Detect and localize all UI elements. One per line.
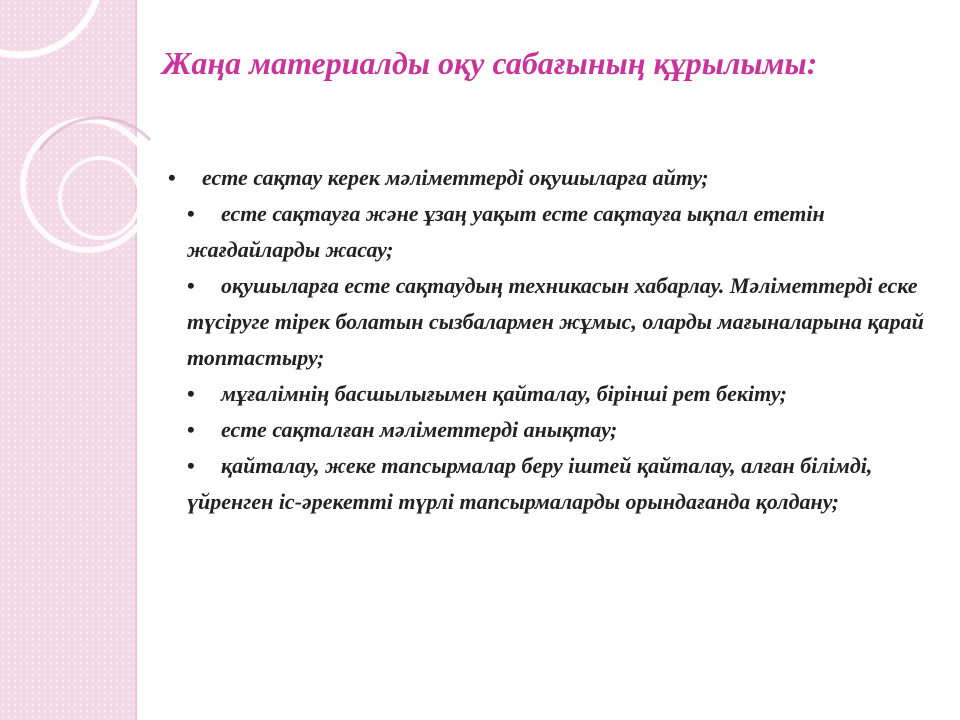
bullet-icon: • [187,273,195,298]
side-panel-edge [135,0,137,720]
list-item: • есте сақтау керек мәліметтерді оқушыларға айту; [168,160,928,196]
list-item: • есте сақталған мәліметтерді анықтау; [168,412,928,448]
bullet-icon: • [187,381,195,406]
bullet-icon: • [187,417,195,442]
bullet-icon: • [187,201,195,226]
list-item: • қайталау, жеке тапсырмалар беру іштей қайталау, алған білімді, үйренген іс-әрекетті түрлі тапсырмаларды орындағанда қолдану; [168,448,928,520]
decorative-side-panel [0,0,135,720]
bullet-icon: • [168,165,176,190]
list-item: • есте сақтауға және ұзаң уақыт есте сақтауға ықпал ететін жағдайларды жасау; [168,196,928,268]
bullet-icon: • [187,453,195,478]
list-item: • мұғалімнің басшылығымен қайталау, бірінші рет бекіту; [168,376,928,412]
list-item: • оқушыларға есте сақтаудың техникасын хабарлау. Мәліметтерді еске түсіруге тірек болатын сызбалармен жұмыс, оларды мағыналарына қарай топтастыру; [168,268,928,376]
slide-title: Жаңа материалды оқу сабағының құрылымы: [162,45,818,81]
bullet-list [168,160,928,520]
